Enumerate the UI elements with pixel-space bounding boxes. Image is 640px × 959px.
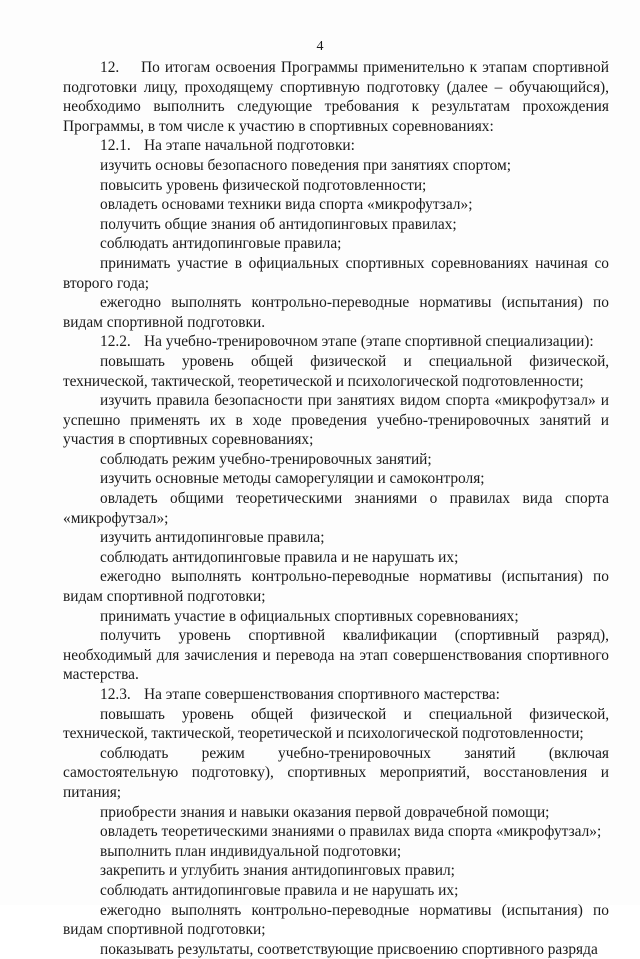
list-item: изучить антидопинговые правила; [100,529,325,547]
section-heading [63,685,609,705]
section-number: 12.2. [100,333,131,351]
list-item: соблюдать антидопинговые правила; [100,235,342,253]
page-number: 4 [316,39,324,54]
list-item: приобрести знания и навыки оказания первой доврачебной помощи; [100,803,550,821]
list-item: принимать участие в официальных спортивных соревнованиях начиная со второго года; [63,254,609,292]
list-item: показывать результаты, соответствующие присвоению спортивного разряда [100,940,598,958]
list-item: соблюдать антидопинговые правила и не нарушать их; [100,548,459,566]
list-item: закрепить и углубить знания антидопинговых правил; [100,862,455,880]
intro-text: По итогам освоения Программы применительно к этапам спортивной подготовки лицу, проходящему спортивную подготовку (далее – обучающийся), необходимо выполнить следующие требования к результатам прохождения Программы, в том числе к участию в спортивных соревнованиях: [63,59,609,135]
document-body [63,58,609,959]
list-item: ежегодно выполнять контрольно-переводные нормативы (испытания) по видам спортивной подготовки. [63,294,609,331]
list-item: ежегодно выполнять контрольно-переводные нормативы (испытания) по видам спортивной подготовки; [63,901,609,939]
section-title: На учебно-тренировочном этапе (этапе спортивной специализации): [144,333,594,351]
section-number: 12.3. [100,686,131,703]
list-item: повышать уровень общей физической и специальной физической, технической, тактической, теоретической и психологической подготовленности; [63,705,609,743]
list-item: изучить основы безопасного поведения при занятиях спортом; [100,156,512,174]
list-item: овладеть общими теоретическими знаниями о правилах вида спорта «микрофутзал»; [63,490,609,527]
section-title: На этапе совершенствования спортивного мастерства: [144,686,500,703]
list-item: изучить правила безопасности при занятиях видом спорта «микрофутзал» и успешно применять их в ходе проведения учебно-тренировочных занятий и участия в спортивных соревнованиях; [63,392,609,449]
list-item: выполнить план индивидуальной подготовки; [100,842,402,860]
section-title: На этапе начальной подготовки: [144,137,355,155]
list-item: овладеть основами техники вида спорта «микрофутзал»; [100,196,473,214]
item-number: 12. [100,59,120,76]
list-item: изучить основные методы саморегуляции и самоконтроля; [100,470,485,488]
list-item: овладеть теоретическими знаниями о правилах вида спорта «микрофутзал»; [100,823,602,841]
section-heading [63,332,609,352]
section-number: 12.1. [100,137,131,155]
list-item: повышать уровень общей физической и специальной физической, технической, тактической, теоретической и психологической подготовленности; [63,352,609,390]
list-item: ежегодно выполнять контрольно-переводные нормативы (испытания) по видам спортивной подготовки; [63,568,609,606]
list-item: принимать участие в официальных спортивных соревнованиях; [100,607,519,625]
list-item: соблюдать режим учебно-тренировочных занятий (включая самостоятельную подготовку), спортивных мероприятий, восстановления и питания; [63,744,609,801]
section-heading [63,136,609,156]
list-item: соблюдать антидопинговые правила и не нарушать их; [100,881,459,899]
intro-paragraph [63,58,609,136]
list-item: получить общие знания об антидопинговых правилах; [100,215,457,233]
list-item: получить уровень спортивной квалификации (спортивный разряд), необходимый для зачисления и перевода на этап совершенствования спортивного мастерства. [63,627,609,684]
list-item: повысить уровень физической подготовленности; [100,176,427,194]
list-item: соблюдать режим учебно-тренировочных занятий; [100,450,432,468]
